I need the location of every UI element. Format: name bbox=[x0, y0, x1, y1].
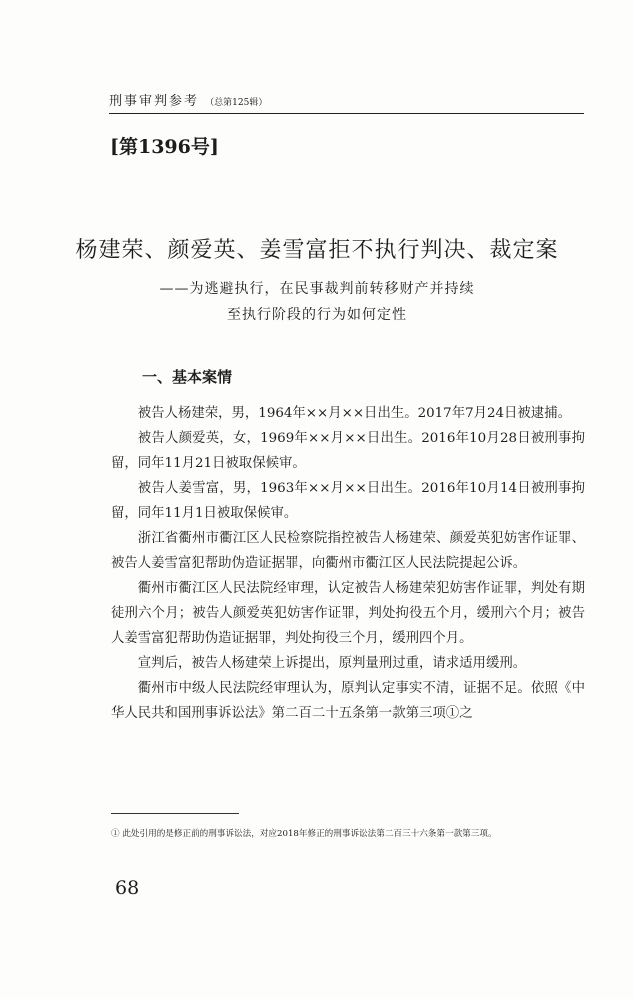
paragraph: 宣判后，被告人杨建荣上诉提出，原判量刑过重，请求适用缓刑。 bbox=[137, 656, 527, 671]
case-title: 杨建荣、颜爱英、姜雪富拒不执行判决、裁定案 bbox=[75, 238, 559, 263]
paragraph: 被告人颜爱英，女，1969年××月××日出生。2016年10月28日被刑事拘留，同年11月21日被取保候审。 bbox=[111, 431, 585, 471]
header-rule bbox=[109, 113, 584, 114]
running-header-volume: （总第125辑） bbox=[205, 98, 268, 108]
paragraph: 被告人姜雪富，男，1963年××月××日出生。2016年10月14日被刑事拘留，同年11月1日被取保候审。 bbox=[111, 481, 585, 521]
page-number: 68 bbox=[115, 877, 140, 899]
paragraph: 衢州市衢江区人民法院经审理，认定被告人杨建荣犯妨害作证罪，判处有期徒刑六个月；被告人颜爱英犯妨害作证罪，判处拘役五个月，缓刑六个月；被告人姜雪富犯帮助伪造证据罪，判处拘役三个月，缓刑四个月。 bbox=[111, 581, 585, 646]
paragraph: 被告人杨建荣，男，1964年××月××日出生。2017年7月24日被逮捕。 bbox=[137, 406, 571, 421]
footnote: ① 此处引用的是修正前的刑事诉讼法，对应2018年修正的刑事诉讼法第二百三十六条第一款第三项。 bbox=[111, 829, 497, 839]
running-header-title: 刑事审判参考 bbox=[109, 94, 200, 109]
running-header bbox=[109, 90, 267, 109]
paragraph: 浙江省衢州市衢江区人民检察院指控被告人杨建荣、颜爱英犯妨害作证罪、被告人姜雪富犯帮助伪造证据罪，向衢州市衢江区人民法院提起公诉。 bbox=[111, 531, 585, 571]
subtitle-line-1: ——为逃避执行，在民事裁判前转移财产并持续 bbox=[159, 281, 475, 297]
case-number: [第1396号] bbox=[110, 136, 219, 158]
footnote-rule bbox=[111, 813, 239, 814]
paragraph: 衢州市中级人民法院经审理认为，原判认定事实不清，证据不足。依照《中华人民共和国刑事诉讼法》第二百二十五条第一款第三项①之 bbox=[111, 681, 585, 721]
subtitle-line-2: 至执行阶段的行为如何定性 bbox=[227, 307, 407, 323]
section-heading: 一、基本案情 bbox=[142, 368, 233, 386]
body-text bbox=[111, 401, 585, 726]
